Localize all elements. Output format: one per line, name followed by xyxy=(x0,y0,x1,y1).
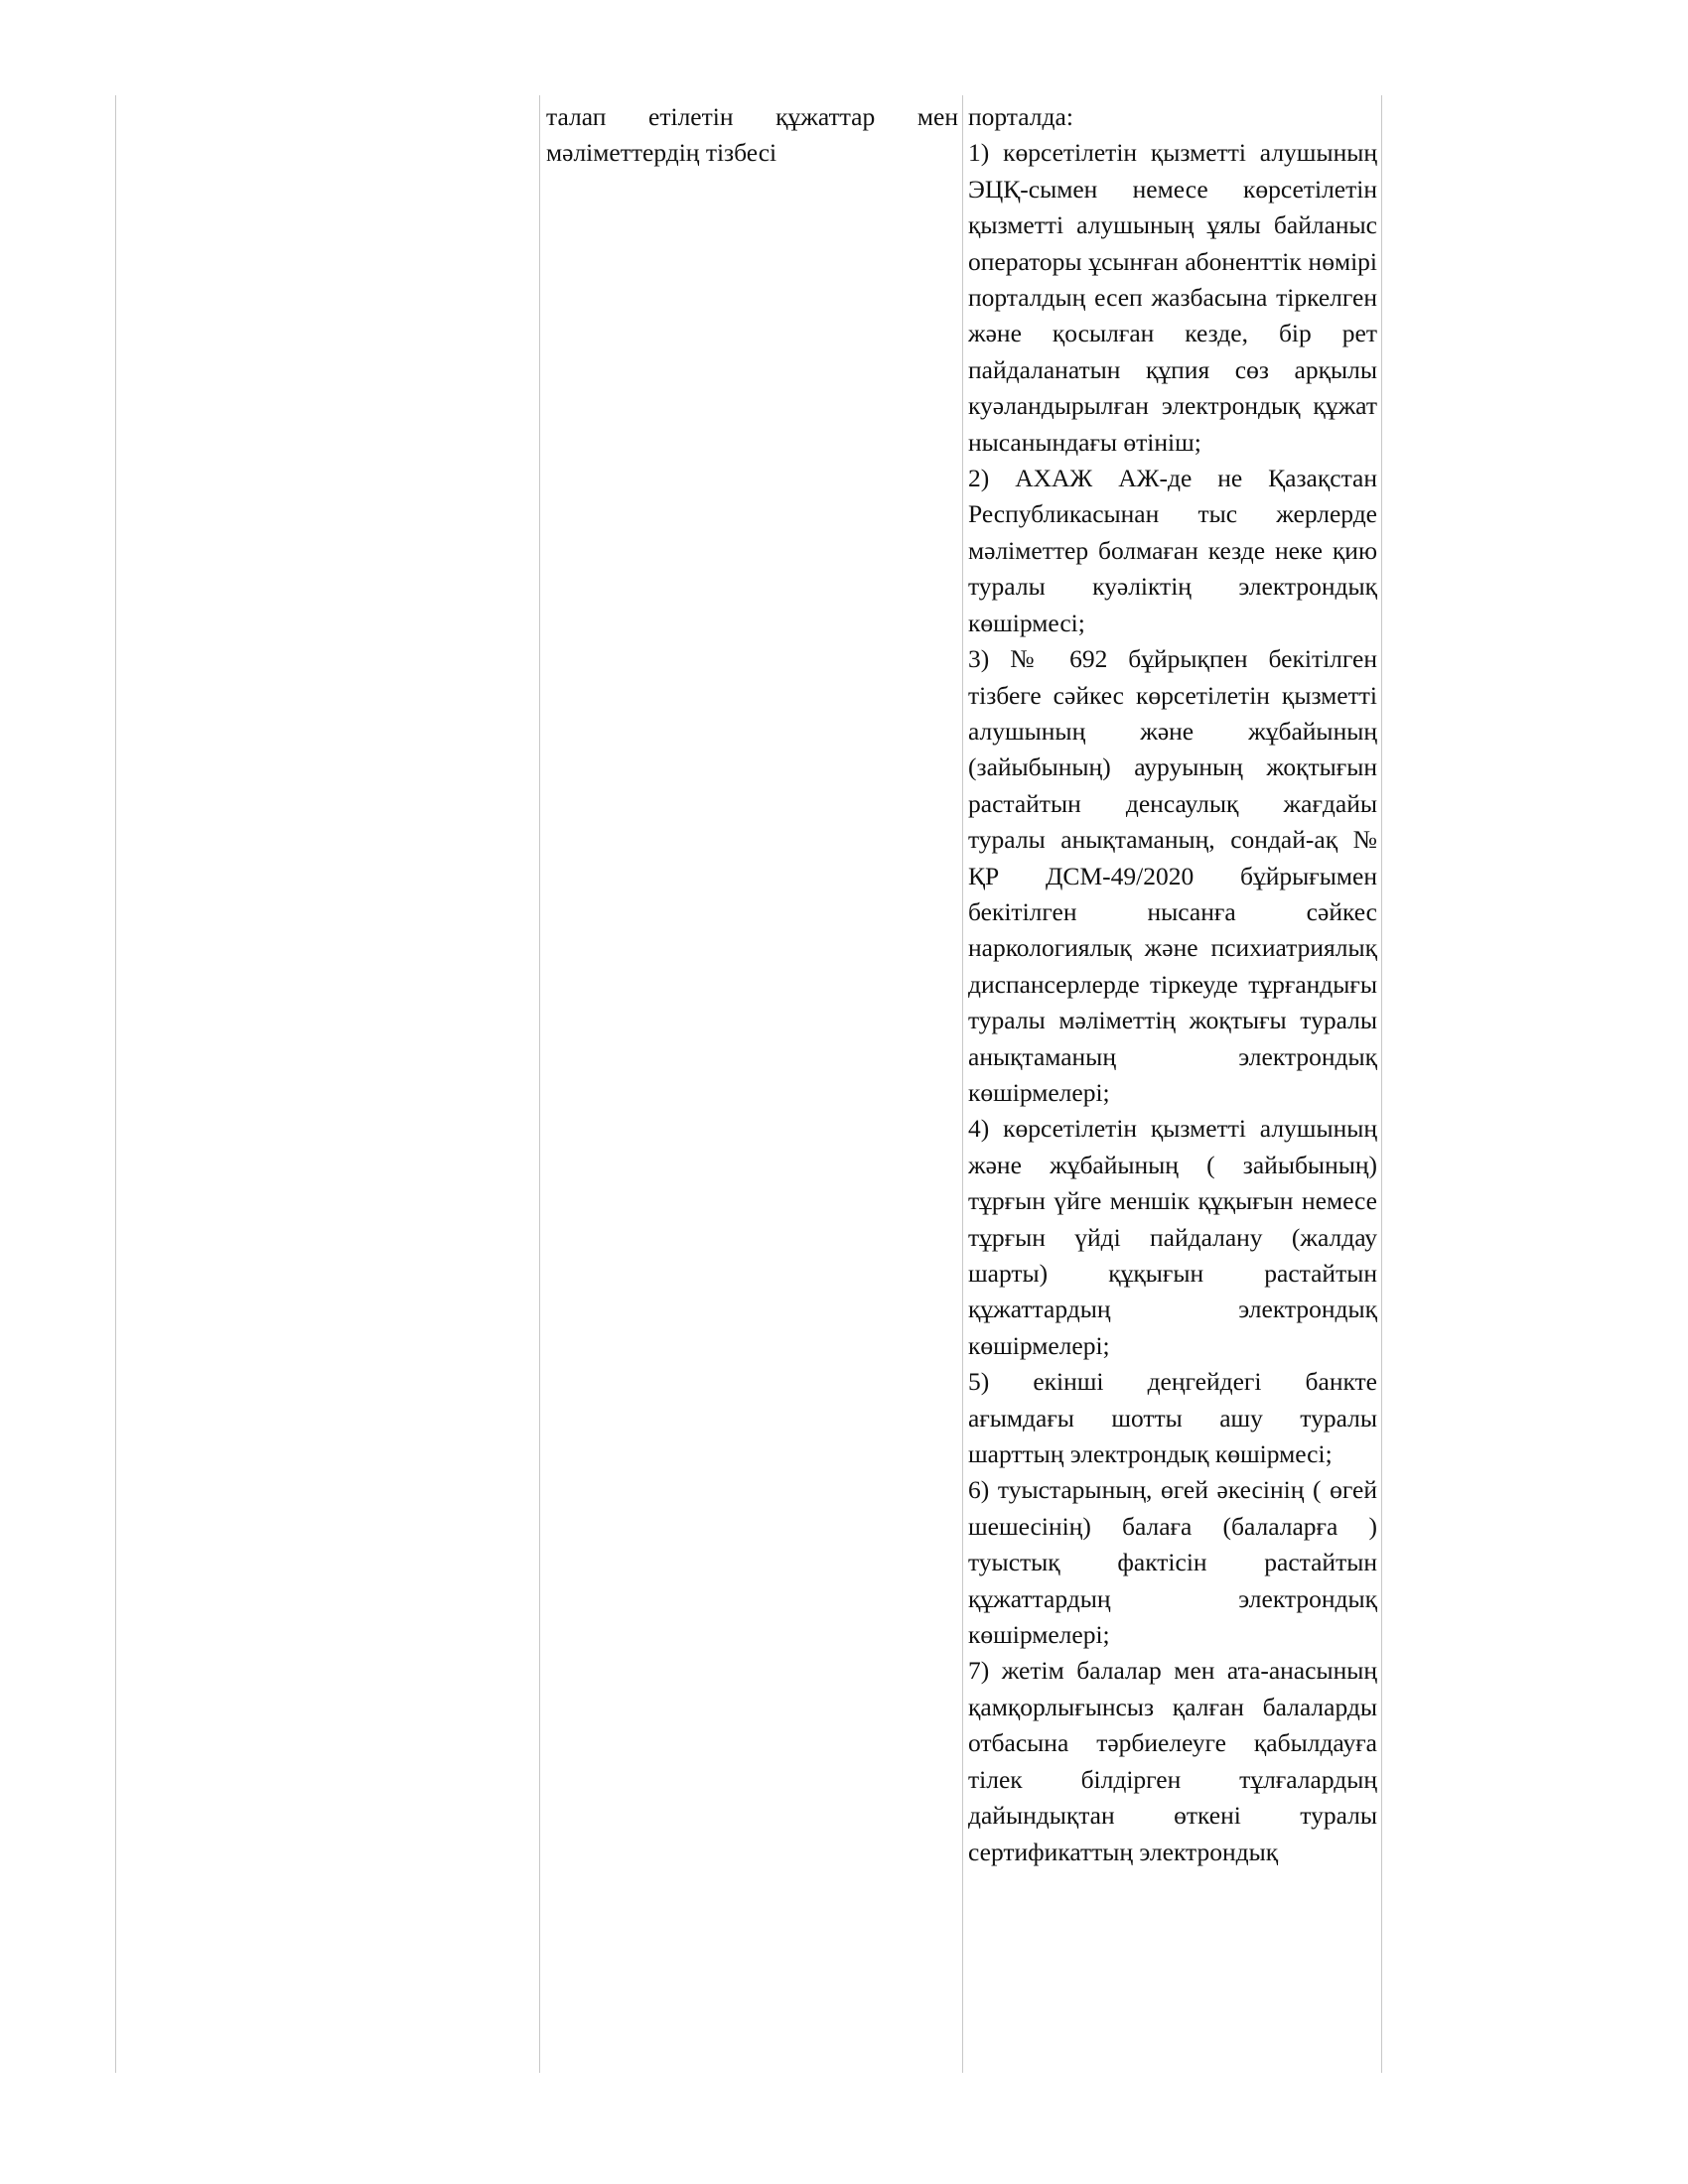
list-item-6: 6) туыстарының, өгей әкесінің ( өгей шешесінің) балаға (балаларға ) туыстық фактісін растайтын құжаттардың электрондық көшірмелері; xyxy=(968,1475,1377,1650)
table-column-1 xyxy=(115,95,539,2073)
list-item-5: 5) екінші деңгейдегі банкте ағымдағы шотты ашу туралы шарттың электрондық көшірмесі; xyxy=(968,1367,1377,1469)
table-column-3 xyxy=(962,95,1382,2073)
document-table xyxy=(115,95,1382,2073)
column-3-cell xyxy=(963,95,1381,1870)
required-documents-heading: талап етілетін құжаттар мен мәліметтердің тізбесі xyxy=(546,102,958,168)
list-item-2: 2) АХАЖ АЖ-де не Қазақстан Республикасынан тыс жерлерде мәліметтер болмаған кезде неке қию туралы куәліктің электрондық көшірмесі; xyxy=(968,464,1377,637)
column-2-cell xyxy=(540,95,962,172)
list-item-3: 3) № 692 бұйрықпен бекітілген тізбеге сәйкес көрсетілетін қызметті алушының және жұбайының (зайыбының) ауруының жоқтығын растайтын денсаулық жағдайы туралы анықтаманың, сондай-ақ № ҚР ДСМ-49/2020 бұйрығымен бекітілген нысанға сәйкес наркологиялық және психиатриялық диспансерлерде тіркеуде тұрғандығы туралы мәліметтің жоқтығы туралы анықтаманың электрондық көшірмелері; xyxy=(968,644,1377,1107)
table-column-2 xyxy=(539,95,962,2073)
list-item-7: 7) жетім балалар мен ата-анасының қамқорлығынсыз қалған балаларды отбасына тәрбиелеуге қабылдауға тілек білдірген тұлғалардың дайындықтан өткені туралы сертификаттың электрондық xyxy=(968,1656,1377,1866)
list-item-1: 1) көрсетілетін қызметті алушының ЭЦҚ-сымен немесе көрсетілетін қызметті алушының ұялы байланыс операторы ұсынған абоненттік нөмірі порталдың есеп жазбасына тіркелген және қосылған кезде, бір рет пайдаланатын құпия сөз арқылы куәландырылған электрондық құжат нысанындағы өтініш; xyxy=(968,138,1377,457)
portal-intro: порталда: xyxy=(968,102,1073,131)
list-item-4: 4) көрсетілетін қызметті алушының және жұбайының ( зайыбының) тұрғын үйге меншік құқығын немесе тұрғын үйді пайдалану (жалдау шарты) құқығын растайтын құжаттардың электрондық көшірмелері; xyxy=(968,1114,1377,1360)
